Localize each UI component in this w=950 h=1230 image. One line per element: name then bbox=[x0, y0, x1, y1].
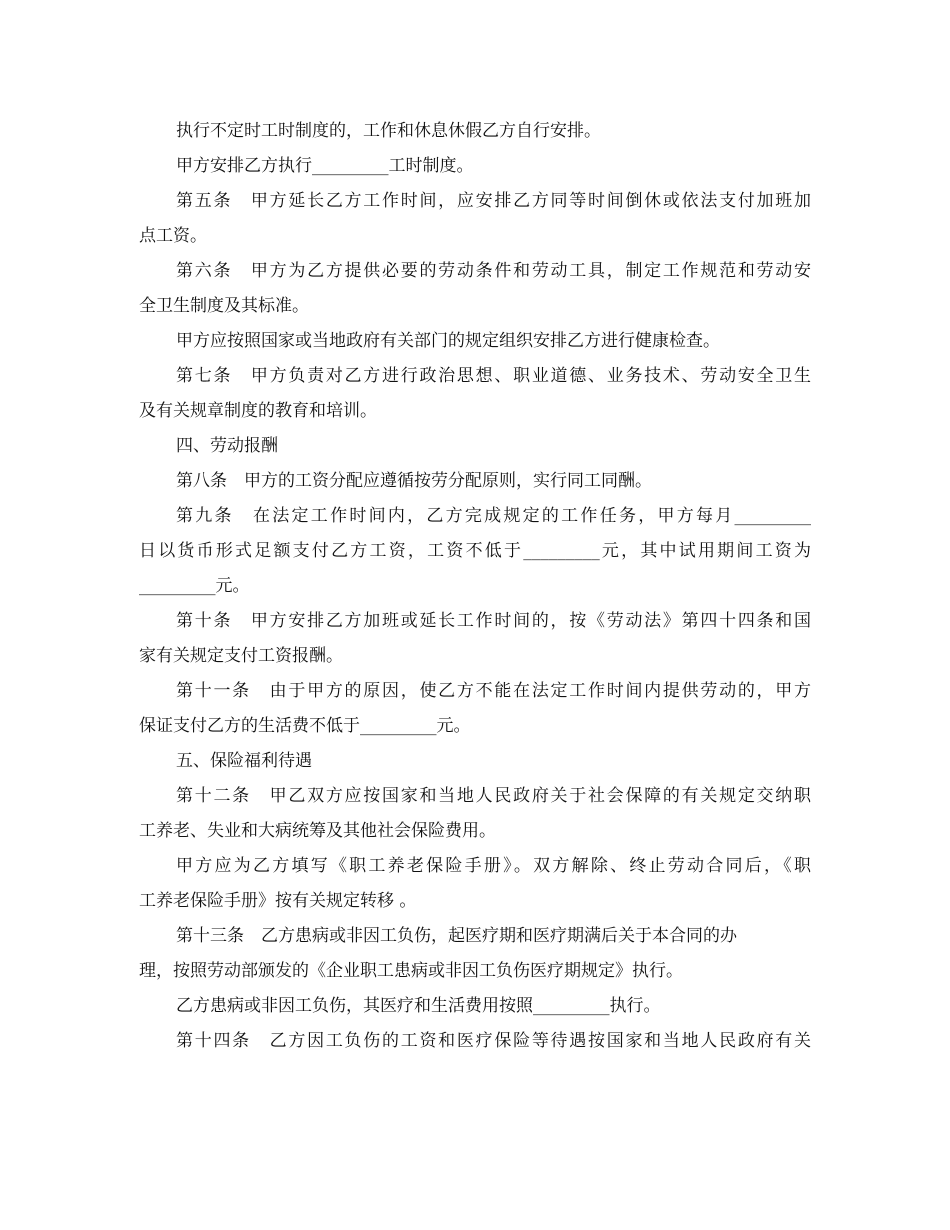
paragraph-line: 执行不定时工时制度的，工作和休息休假乙方自行安排。 bbox=[176, 121, 601, 141]
paragraph-line: _________元。 bbox=[139, 576, 250, 596]
paragraph-line: 乙方患病或非因工负伤，其医疗和生活费用按照_________执行。 bbox=[176, 996, 661, 1016]
paragraph-line: 及有关规章制度的教育和培训。 bbox=[139, 401, 377, 421]
section-heading: 五、保险福利待遇 bbox=[176, 751, 312, 771]
paragraph-line: 工养老、失业和大病统筹及其他社会保险费用。 bbox=[139, 821, 496, 841]
article-9-line: 第九条 在法定工作时间内，乙方完成规定的工作任务，甲方每月_________ bbox=[176, 506, 811, 526]
paragraph-line: 甲方应为乙方填写《职工养老保险手册》。双方解除、终止劳动合同后，《职 bbox=[176, 856, 811, 876]
paragraph-line: 甲方安排乙方执行_________工时制度。 bbox=[176, 156, 474, 176]
paragraph-line: 日以货币形式足额支付乙方工资，工资不低于_________元，其中试用期间工资为 bbox=[139, 541, 811, 561]
paragraph-line: 全卫生制度及其标准。 bbox=[139, 296, 309, 316]
article-7-line: 第七条 甲方负责对乙方进行政治思想、职业道德、业务技术、劳动安全卫生 bbox=[176, 366, 811, 386]
article-14-line: 第十四条 乙方因工负伤的工资和医疗保险等待遇按国家和当地人民政府有关 bbox=[176, 1031, 811, 1051]
paragraph-line: 保证支付乙方的生活费不低于_________元。 bbox=[139, 716, 471, 736]
paragraph-line: 甲方应按照国家或当地政府有关部门的规定组织安排乙方进行健康检查。 bbox=[176, 331, 720, 351]
article-6-line: 第六条 甲方为乙方提供必要的劳动条件和劳动工具，制定工作规范和劳动安 bbox=[176, 261, 811, 281]
article-12-line: 第十二条 甲乙双方应按国家和当地人民政府关于社会保障的有关规定交纳职 bbox=[176, 786, 811, 806]
section-heading: 四、劳动报酬 bbox=[176, 436, 278, 456]
paragraph-line: 工养老保险手册》按有关规定转移 。 bbox=[139, 891, 417, 911]
document-body bbox=[139, 114, 811, 1059]
paragraph-line: 点工资。 bbox=[139, 226, 207, 246]
article-5-line: 第五条 甲方延长乙方工作时间，应安排乙方同等时间倒休或依法支付加班加 bbox=[176, 191, 811, 211]
article-10-line: 第十条 甲方安排乙方加班或延长工作时间的，按《劳动法》第四十四条和国 bbox=[176, 611, 811, 631]
article-8-line: 第八条 甲方的工资分配应遵循按劳分配原则，实行同工同酬。 bbox=[176, 471, 652, 491]
article-11-line: 第十一条 由于甲方的原因，使乙方不能在法定工作时间内提供劳动的，甲方 bbox=[176, 681, 811, 701]
paragraph-line: 家有关规定支付工资报酬。 bbox=[139, 646, 343, 666]
paragraph-line: 理，按照劳动部颁发的《企业职工患病或非因工负伤医疗期规定》执行。 bbox=[139, 961, 683, 981]
article-13-line: 第十三条 乙方患病或非因工负伤，起医疗期和医疗期满后关于本合同的办 bbox=[176, 926, 737, 946]
